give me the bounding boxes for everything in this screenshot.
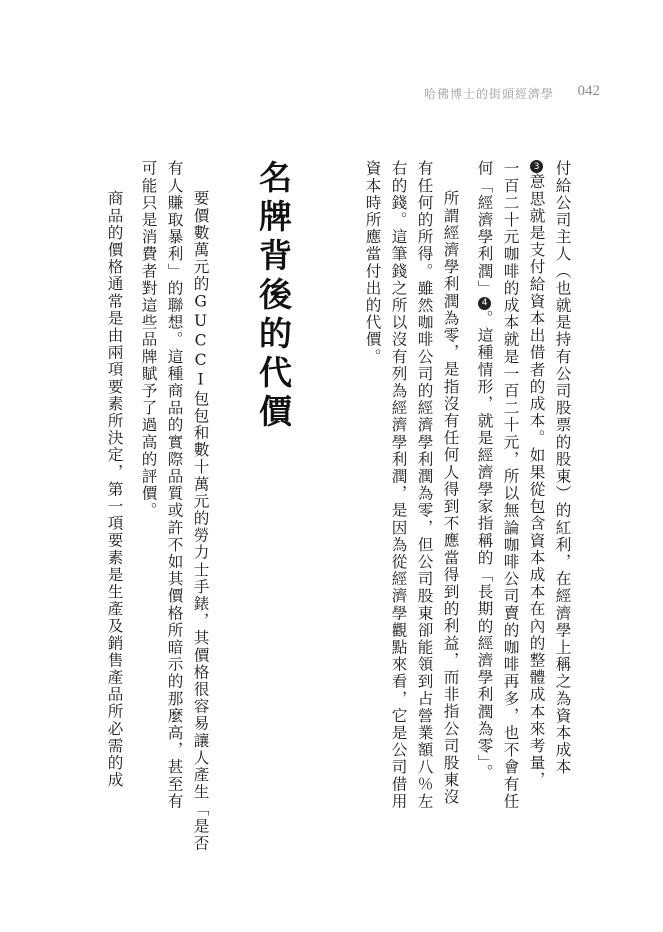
text-column-12: 商品的價格通常是由兩項要素所決定，第一項要素是生產及銷售產品所必需的成 [105,190,124,789]
running-header [400,83,600,103]
text-column-7: 右的錢。這筆錢之所以沒有列為經濟學利潤，是因為從經濟學觀點來看，它是公司借用 [389,160,408,810]
text-column-11: 可能只是消費者對這些品牌賦予了過高的評價。 [139,160,158,520]
text-column-2 [528,160,544,789]
text-column-2-body: 意思就是支付給資本出借者的成本。如果從包含資本成本在內的整體成本來考量， [527,173,546,789]
text-column-4-part-1: 何「經濟學利潤」 [475,160,494,297]
text-column-1: 付給公司主人（也就是持有公司股票的股東）的紅利，在經濟學上稱之為資本成本 [553,160,572,776]
footnote-marker: 4 [479,298,490,309]
text-column-4 [476,160,492,781]
book-title: 哈佛博士的街頭經濟學 [423,87,554,101]
page-number: 042 [577,83,600,99]
text-column-5: 所謂經濟學利潤為零，是指沒有任何人得到不應當得到的利益，而非指公司股東沒 [441,190,460,806]
text-column-4-part-2: 。這種情形，就是經濟學家指稱的「長期的經濟學利潤為零」。 [475,309,494,781]
text-column-8: 資本時所應當付出的代價。 [363,160,382,366]
text-column-10: 有人賺取暴利」的聯想。這種商品的實際品質或許不如其價格所暗示的那麼高，甚至有 [165,160,184,810]
footnote-marker: 3 [531,161,542,172]
text-column-6: 有任何的所得。雖然咖啡公司的經濟學利潤為零，但公司股東卻能領到占營業額八％左 [415,160,434,810]
section-title: 名牌背後的代價 [254,160,293,433]
text-column-3: 一百二十元咖啡的成本就是一百二十元，所以無論咖啡公司賣的咖啡再多，也不會有任 [501,160,520,810]
text-column-9: 要價數萬元的GUCCI包包和數十萬元的勞力士手錶，其價格很容易讓人產生「是否 [191,190,210,852]
